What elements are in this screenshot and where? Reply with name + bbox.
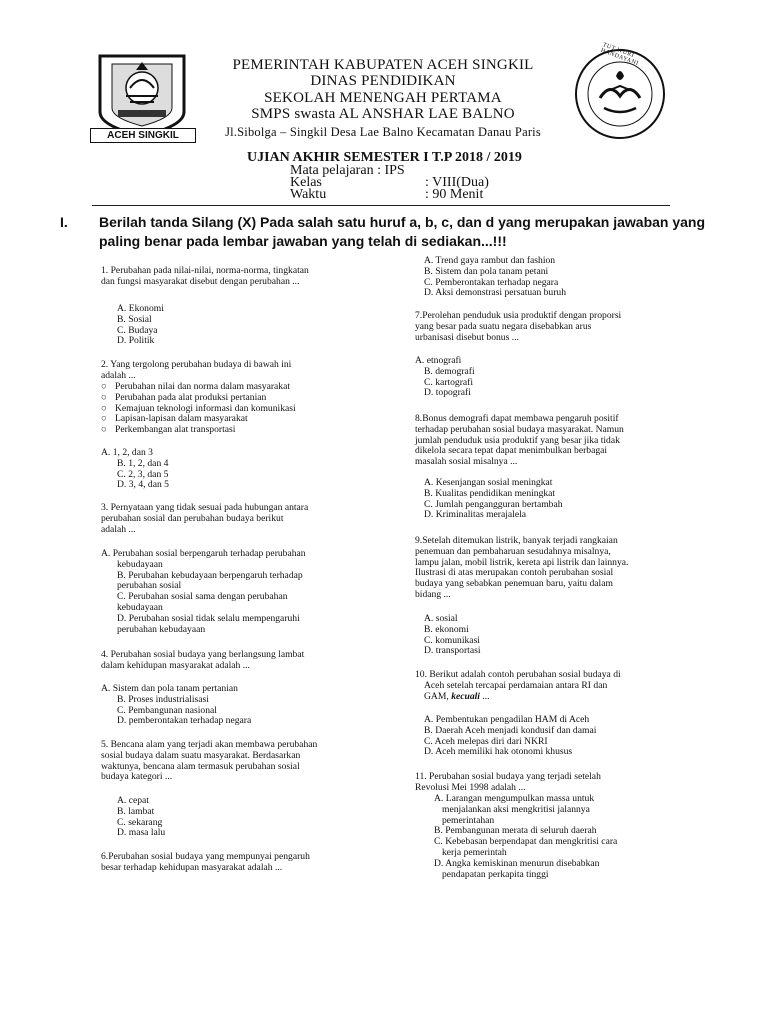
question-11: 11. Perubahan sosial budaya yang terjadi setelah Revolusi Mei 1998 adalah ...: [415, 771, 601, 793]
exam-class-value: : VIII(Dua): [425, 175, 489, 190]
question-4: 4. Perubahan sosial budaya yang berlangsung lambat dalam kehidupan masyarakat adalah ...: [101, 649, 305, 671]
list-item: ○ Lapisan-lapisan dalam masyarakat: [101, 413, 248, 425]
header-divider: [92, 205, 670, 206]
header-address: Jl.Sibolga – Singkil Desa Lae Balno Kecamatan Danau Paris: [225, 125, 541, 139]
question-9-options: A. sosial B. ekonomi C. komunikasi D. transportasi: [424, 613, 481, 657]
question-5: 5. Bencana alam yang terjadi akan membawa perubahan sosial budaya dalam suatu masyarakat. Berdasarkan waktunya, bencana alam termasuk perubahan sosial budaya kategori ...: [101, 739, 318, 783]
question-3-options: A. Perubahan sosial berpengaruh terhadap perubahan kebudayaan B. Perubahan kebudayaan berpengaruh terhadap perubahan sosial C. Perubahan sosial sama dengan perubahan kebudayaan D. Perubahan sosial tidak selalu mempengaruhi perubahan kebudayaan: [101, 548, 306, 635]
regency-logo-label: ACEH SINGKIL: [90, 128, 196, 143]
question-5-options: A. cepat B. lambat C. sekarang D. masa lalu: [117, 795, 166, 839]
question-8-options: A. Kesenjangan sosial meningkat B. Kualitas pendidikan meningkat C. Jumlah pengangguran bertambah D. Kriminalitas merajalela: [424, 477, 563, 521]
question-3: 3. Pernyataan yang tidak sesuai pada hubungan antara perubahan sosial dan perubahan budaya berikut adalah ...: [101, 502, 309, 535]
question-7-options: A. etnografi B. demografi C. kartografi D. topografi: [415, 355, 475, 399]
question-10-options: A. Pembentukan pengadilan HAM di Aceh B. Daerah Aceh menjadi kondusif dan damai C. Aceh melepas diri dari NKRI D. Aceh memiliki hak otonomi khusus: [424, 714, 597, 758]
question-9: 9.Setelah ditemukan listrik, banyak terjadi rangkaian penemuan dan pembaharuan sesudahnya misalnya, lampu jalan, mobil listrik, kereta api listrik dan lainnya. Ilustrasi di atas merupakan contoh perubahan sosial budaya yang sebabkan penemuan baru, yaitu dalam bidang ...: [415, 535, 629, 600]
list-item: ○ Perubahan nilai dan norma dalam masyarakat: [101, 381, 291, 392]
circle-bullet-icon: ○: [101, 424, 107, 436]
header-school-name: SMPS swasta AL ANSHAR LAE BALNO: [251, 106, 515, 122]
question-6-options: A. Trend gaya rambut dan fashion B. Sistem dan pola tanam petani C. Pemberontakan terhadap negara D. Aksi demonstrasi persatuan buruh: [424, 255, 567, 299]
list-item: ○ Kemajuan teknologi informasi dan komunikasi: [101, 402, 296, 414]
header-department: DINAS PENDIDIKAN: [310, 73, 456, 89]
question-2: 2. Yang tergolong perubahan budaya di bawah ini adalah ...: [101, 359, 292, 381]
question-4-options: A. Sistem dan pola tanam pertanian B. Proses industrialisasi C. Pembangunan nasional D. pemberontakan terhadap negara: [101, 683, 252, 727]
circle-bullet-icon: ○: [101, 381, 107, 392]
question-7: 7.Perolehan penduduk usia produktif dengan proporsi yang besar pada suatu negara disebabkan arus urbanisasi disebut bonus ...: [415, 310, 622, 343]
question-1-options: A. Ekonomi B. Sosial C. Budaya D. Politik: [117, 303, 164, 347]
instruction-number: I.: [60, 214, 68, 230]
list-item: ○ Perubahan pada alat produksi pertanian: [101, 391, 267, 403]
question-11-options: A. Larangan mengumpulkan massa untuk menjalankan aksi mengkritisi jalannya pemerintahan B. Pembangunan merata di seluruh daerah C. Kebebasan berpendapat dan mengkritisi cara kerja pemerintah D. Angka kemiskinan menurun disebabkan pendapatan perkapita tinggi: [434, 793, 618, 880]
exam-time-label: Waktu: [290, 187, 327, 202]
exam-time-value: : 90 Menit: [425, 187, 484, 202]
exam-class-label: Kelas: [290, 175, 322, 190]
exam-subject: Mata pelajaran : IPS: [290, 163, 405, 178]
question-2-statements: [101, 382, 401, 436]
question-10: 10. Berikut adalah contoh perubahan sosial budaya di Aceh setelah tercapai perdamaian antara RI dan GAM, kecuali ...: [415, 669, 621, 702]
instruction-line-1: Berilah tanda Silang (X) Pada salah satu huruf a, b, c, dan d yang merupakan jawaban yang: [99, 214, 706, 230]
circle-bullet-icon: ○: [101, 413, 107, 425]
header-government: PEMERINTAH KABUPATEN ACEH SINGKIL: [232, 57, 534, 73]
header-school-level: SEKOLAH MENENGAH PERTAMA: [264, 90, 502, 106]
instruction-line-2: paling benar pada lembar jawaban yang telah di sediakan...!!!: [99, 233, 507, 249]
question-1: 1. Perubahan pada nilai-nilai, norma-norma, tingkatan dan fungsi masyarakat disebut dengan perubahan ...: [101, 265, 309, 287]
question-6: 6.Perubahan sosial budaya yang mempunyai pengaruh besar terhadap kehidupan masyarakat adalah ...: [101, 851, 310, 873]
list-item: ○ Perkembangan alat transportasi: [101, 424, 236, 436]
regency-logo: [92, 52, 192, 140]
circle-bullet-icon: ○: [101, 391, 107, 403]
exam-title: UJIAN AKHIR SEMESTER I T.P 2018 / 2019: [247, 150, 522, 165]
question-2-options: A. 1, 2, dan 3 B. 1, 2, dan 4 C. 2, 3, dan 5 D. 3, 4, dan 5: [101, 447, 169, 491]
tut-wuri-handayani-label: TUT WURI HANDAYANI: [599, 42, 640, 68]
question-8: 8.Bonus demografi dapat membawa pengaruh positif terhadap perubahan sosial budaya masyarakat. Namun jumlah penduduk usia produktif yang besar jika tidak dikelola secara tepat dapat menimbulkan berbagai masalah sosial misalnya ...: [415, 413, 624, 468]
circle-bullet-icon: ○: [101, 402, 107, 414]
